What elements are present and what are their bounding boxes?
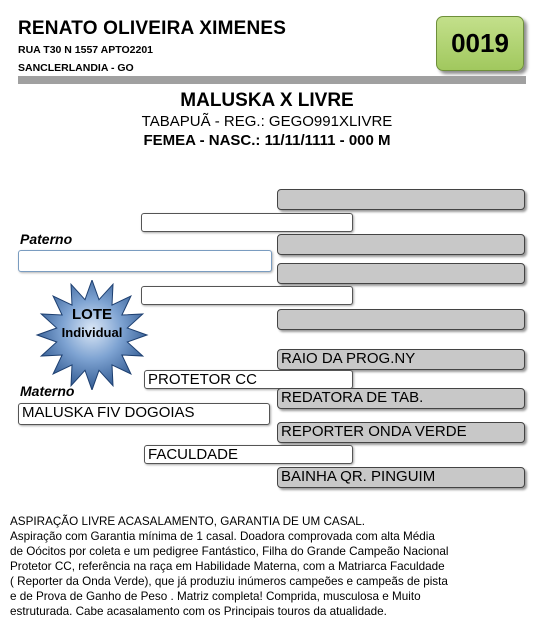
animal-name: MALUSKA X LIVRE (180, 90, 354, 111)
pedigree-sire-sire-dam (277, 234, 525, 255)
pedigree-sire-sire-sire (277, 189, 525, 210)
lot-description (10, 514, 524, 619)
description-line: ASPIRAÇÃO LIVRE ACASALAMENTO, GARANTIA DE UM CASAL. (10, 515, 366, 528)
pedigree-dam-dam: FACULDADE (144, 445, 353, 464)
pedigree-dam-sire-sire: RAIO DA PROG.NY (277, 349, 525, 370)
description-line: ( Reporter da Onda Verde), que já produziu inúmeros campeões e campeãs de pista (10, 575, 448, 588)
pedigree-dam-dam-sire: REPORTER ONDA VERDE (277, 422, 525, 443)
pedigree-sire-dam-sire (277, 263, 525, 284)
owner-name: RENATO OLIVEIRA XIMENES (18, 18, 287, 39)
maternal-label: Materno (20, 383, 75, 399)
pedigree-sire-sire (141, 213, 353, 232)
pedigree-dam: MALUSKA FIV DOGOIAS (18, 403, 270, 425)
lot-number: 0019 (451, 28, 509, 58)
animal-registration: TABAPUÃ - REG.: GEGO991XLIVRE (141, 113, 393, 130)
lot-number-badge (436, 16, 524, 71)
description-line: de Oócitos por coleta e um pedigree Fantástico, Filha do Grande Campeão Nacional (10, 545, 449, 558)
owner-city: SANCLERLANDIA - GO (18, 62, 134, 74)
individual-label: Individual (61, 325, 123, 340)
pedigree-sire-dam-dam (277, 309, 525, 330)
lote-label: LOTE (72, 306, 112, 323)
description-line: e de Prova de Ganho de Peso . Matriz completa! Comprida, musculosa e Muito (10, 590, 421, 603)
description-line: Aspiração com Garantia mínima de 1 casal. Doadora comprovada com alta Média (10, 530, 435, 543)
description-line: estruturada. Cabe acasalamento com os Principais touros da atualidade. (10, 605, 387, 618)
pedigree-sire-dam (141, 286, 353, 305)
paternal-label: Paterno (20, 231, 73, 247)
animal-sex-birth: FEMEA - NASC.: 11/11/1111 - 000 M (143, 132, 391, 149)
header-divider (18, 76, 526, 84)
description-line: Protetor CC, referência na raça em Habilidade Materna, com a Matriarca Faculdade (10, 560, 445, 573)
pedigree-sire (18, 250, 272, 272)
pedigree-dam-sire: PROTETOR CC (144, 370, 353, 389)
owner-address: RUA T30 N 1557 APTO2201 (18, 44, 154, 56)
pedigree-dam-sire-dam: REDATORA DE TAB. (277, 388, 525, 409)
pedigree-dam-dam-dam: BAINHA QR. PINGUIM (277, 467, 525, 488)
